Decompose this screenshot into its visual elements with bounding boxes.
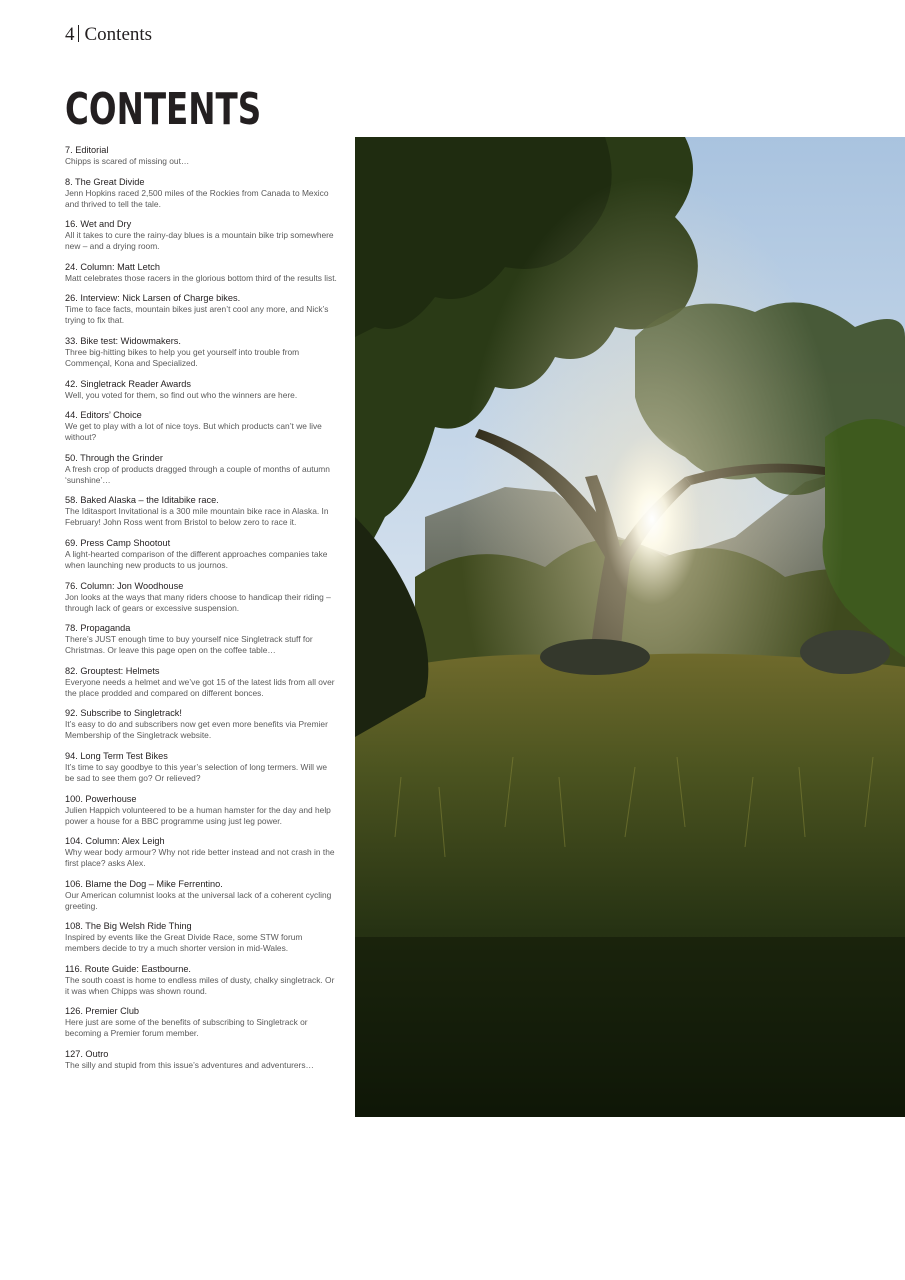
- forest-sunburst-photo: [355, 137, 905, 1117]
- toc-entry: [65, 219, 337, 252]
- toc-entry: [65, 145, 337, 167]
- toc-entry-heading: 7. Editorial: [65, 145, 109, 155]
- toc-entry-heading: 76. Column: Jon Woodhouse: [65, 580, 184, 591]
- toc-entry-heading: 42. Singletrack Reader Awards: [65, 378, 191, 389]
- toc-entry-description: The Iditasport Invitational is a 300 mile mountain bike race in Alaska. In February! John Ross went from Bristol to below zero to race it.: [65, 506, 329, 528]
- toc-entry: [65, 666, 337, 699]
- photo-illustration: [355, 137, 905, 1117]
- toc-entry-description: Well, you voted for them, so find out who the winners are here.: [65, 389, 298, 400]
- header-divider: [78, 25, 79, 42]
- toc-entry-description: There’s JUST enough time to buy yourself nice Singletrack stuff for Christmas. Or leave this page open on the coffee table…: [65, 634, 313, 656]
- toc-entry-description: Chipps is scared of missing out…: [65, 156, 190, 166]
- toc-entry: [65, 262, 337, 284]
- toc-entry: [65, 177, 337, 210]
- toc-entry-heading: 78. Propaganda: [65, 623, 131, 634]
- toc-entry-description: It’s time to say goodbye to this year’s selection of long termers. Will we be sad to see them go? Or relieved?: [65, 761, 328, 783]
- toc-entry-heading: 116. Route Guide: Eastbourne.: [65, 963, 191, 974]
- toc-entry-heading: 106. Blame the Dog – Mike Ferrentino.: [65, 878, 223, 889]
- toc-entry-description: It’s easy to do and subscribers now get even more benefits via Premier Membership of the Singletrack website.: [65, 719, 328, 741]
- toc-entry: [65, 879, 337, 912]
- toc-entry-heading: 69. Press Camp Shootout: [65, 537, 171, 548]
- toc-entry-description: Our American columnist looks at the universal lack of a coherent cycling greeting.: [65, 889, 332, 911]
- toc-entry-description: A fresh crop of products dragged through a couple of months of autumn ‘sunshine’…: [65, 463, 330, 485]
- section-name: Contents: [84, 24, 153, 45]
- toc-entry: [65, 751, 337, 784]
- toc-entry-heading: 82. Grouptest: Helmets: [65, 665, 160, 676]
- toc-entry: [65, 794, 337, 827]
- toc-entry-description: We get to play with a lot of nice toys. But which products can’t we live without?: [65, 421, 322, 443]
- toc-entry: [65, 623, 337, 656]
- toc-entry-description: The south coast is home to endless miles of dusty, chalky singletrack. Or it was when Chipps was shown round.: [65, 974, 335, 996]
- toc-entry: [65, 336, 337, 369]
- toc-entry-description: Here just are some of the benefits of subscribing to Singletrack or becoming a Premier forum member.: [65, 1017, 308, 1039]
- toc-entry-description: Everyone needs a helmet and we’ve got 15 of the latest lids from all over the place prodded and compared on different bonces.: [65, 676, 335, 698]
- toc-entry-heading: 33. Bike test: Widowmakers.: [65, 335, 181, 346]
- contents-list: [65, 145, 337, 1081]
- toc-entry-heading: 26. Interview: Nick Larsen of Charge bikes.: [65, 293, 241, 304]
- toc-entry-description: Why wear body armour? Why not ride better instead and not crash in the first place? asks Alex.: [65, 847, 335, 869]
- toc-entry: [65, 921, 337, 954]
- toc-entry-heading: 108. The Big Welsh Ride Thing: [65, 921, 192, 932]
- toc-entry: [65, 538, 337, 571]
- toc-entry-description: Matt celebrates those racers in the glorious bottom third of the results list.: [65, 272, 337, 283]
- toc-entry-heading: 24. Column: Matt Letch: [65, 261, 160, 272]
- toc-entry-heading: 126. Premier Club: [65, 1006, 140, 1017]
- toc-entry: [65, 379, 337, 401]
- toc-entry: [65, 964, 337, 997]
- toc-entry-heading: 92. Subscribe to Singletrack!: [65, 708, 182, 719]
- toc-entry-description: Julien Happich volunteered to be a human hamster for the day and help power a house for a BBC programme using just leg power.: [65, 804, 331, 826]
- toc-entry: [65, 495, 337, 528]
- toc-entry-description: Jon looks at the ways that many riders choose to handicap their riding – through lack of gears or excessive suspension.: [65, 591, 331, 613]
- toc-entry: [65, 581, 337, 614]
- toc-entry-heading: 58. Baked Alaska – the Iditabike race.: [65, 495, 219, 506]
- toc-entry-description: Time to face facts, mountain bikes just aren’t cool any more, and Nick’s trying to fix that.: [65, 304, 329, 326]
- toc-entry: [65, 1006, 337, 1039]
- toc-entry: [65, 293, 337, 326]
- toc-entry-description: Jenn Hopkins raced 2,500 miles of the Rockies from Canada to Mexico and thrived to tell the tale.: [65, 187, 329, 209]
- toc-entry: [65, 453, 337, 486]
- toc-entry: [65, 1049, 337, 1071]
- running-head: [65, 24, 152, 46]
- toc-entry-heading: 8. The Great Divide: [65, 176, 145, 187]
- toc-entry: [65, 708, 337, 741]
- toc-entry-heading: 94. Long Term Test Bikes: [65, 750, 168, 761]
- toc-entry-description: A light-hearted comparison of the different approaches companies take when launching new products to us journos.: [65, 548, 328, 570]
- toc-entry: [65, 836, 337, 869]
- toc-entry-description: Inspired by events like the Great Divide Race, some STW forum members decide to try a much shorter version in mid-Wales.: [65, 932, 303, 954]
- toc-entry-heading: 104. Column: Alex Leigh: [65, 836, 165, 847]
- toc-entry-description: All it takes to cure the rainy-day blues is a mountain bike trip somewhere new – and a drying room.: [65, 230, 334, 252]
- toc-entry-heading: 16. Wet and Dry: [65, 219, 132, 230]
- toc-entry-heading: 44. Editors’ Choice: [65, 410, 142, 421]
- toc-entry-description: The silly and stupid from this issue’s adventures and adventurers…: [65, 1060, 314, 1071]
- toc-entry-heading: 100. Powerhouse: [65, 793, 137, 804]
- page-title: CONTENTS: [65, 84, 262, 135]
- toc-entry-heading: 50. Through the Grinder: [65, 452, 163, 463]
- toc-entry-description: Three big-hitting bikes to help you get yourself into trouble from Commençal, Kona and Specialized.: [65, 346, 300, 368]
- page-number: 4: [65, 24, 75, 45]
- toc-entry-heading: 127. Outro: [65, 1049, 109, 1060]
- toc-entry: [65, 410, 337, 443]
